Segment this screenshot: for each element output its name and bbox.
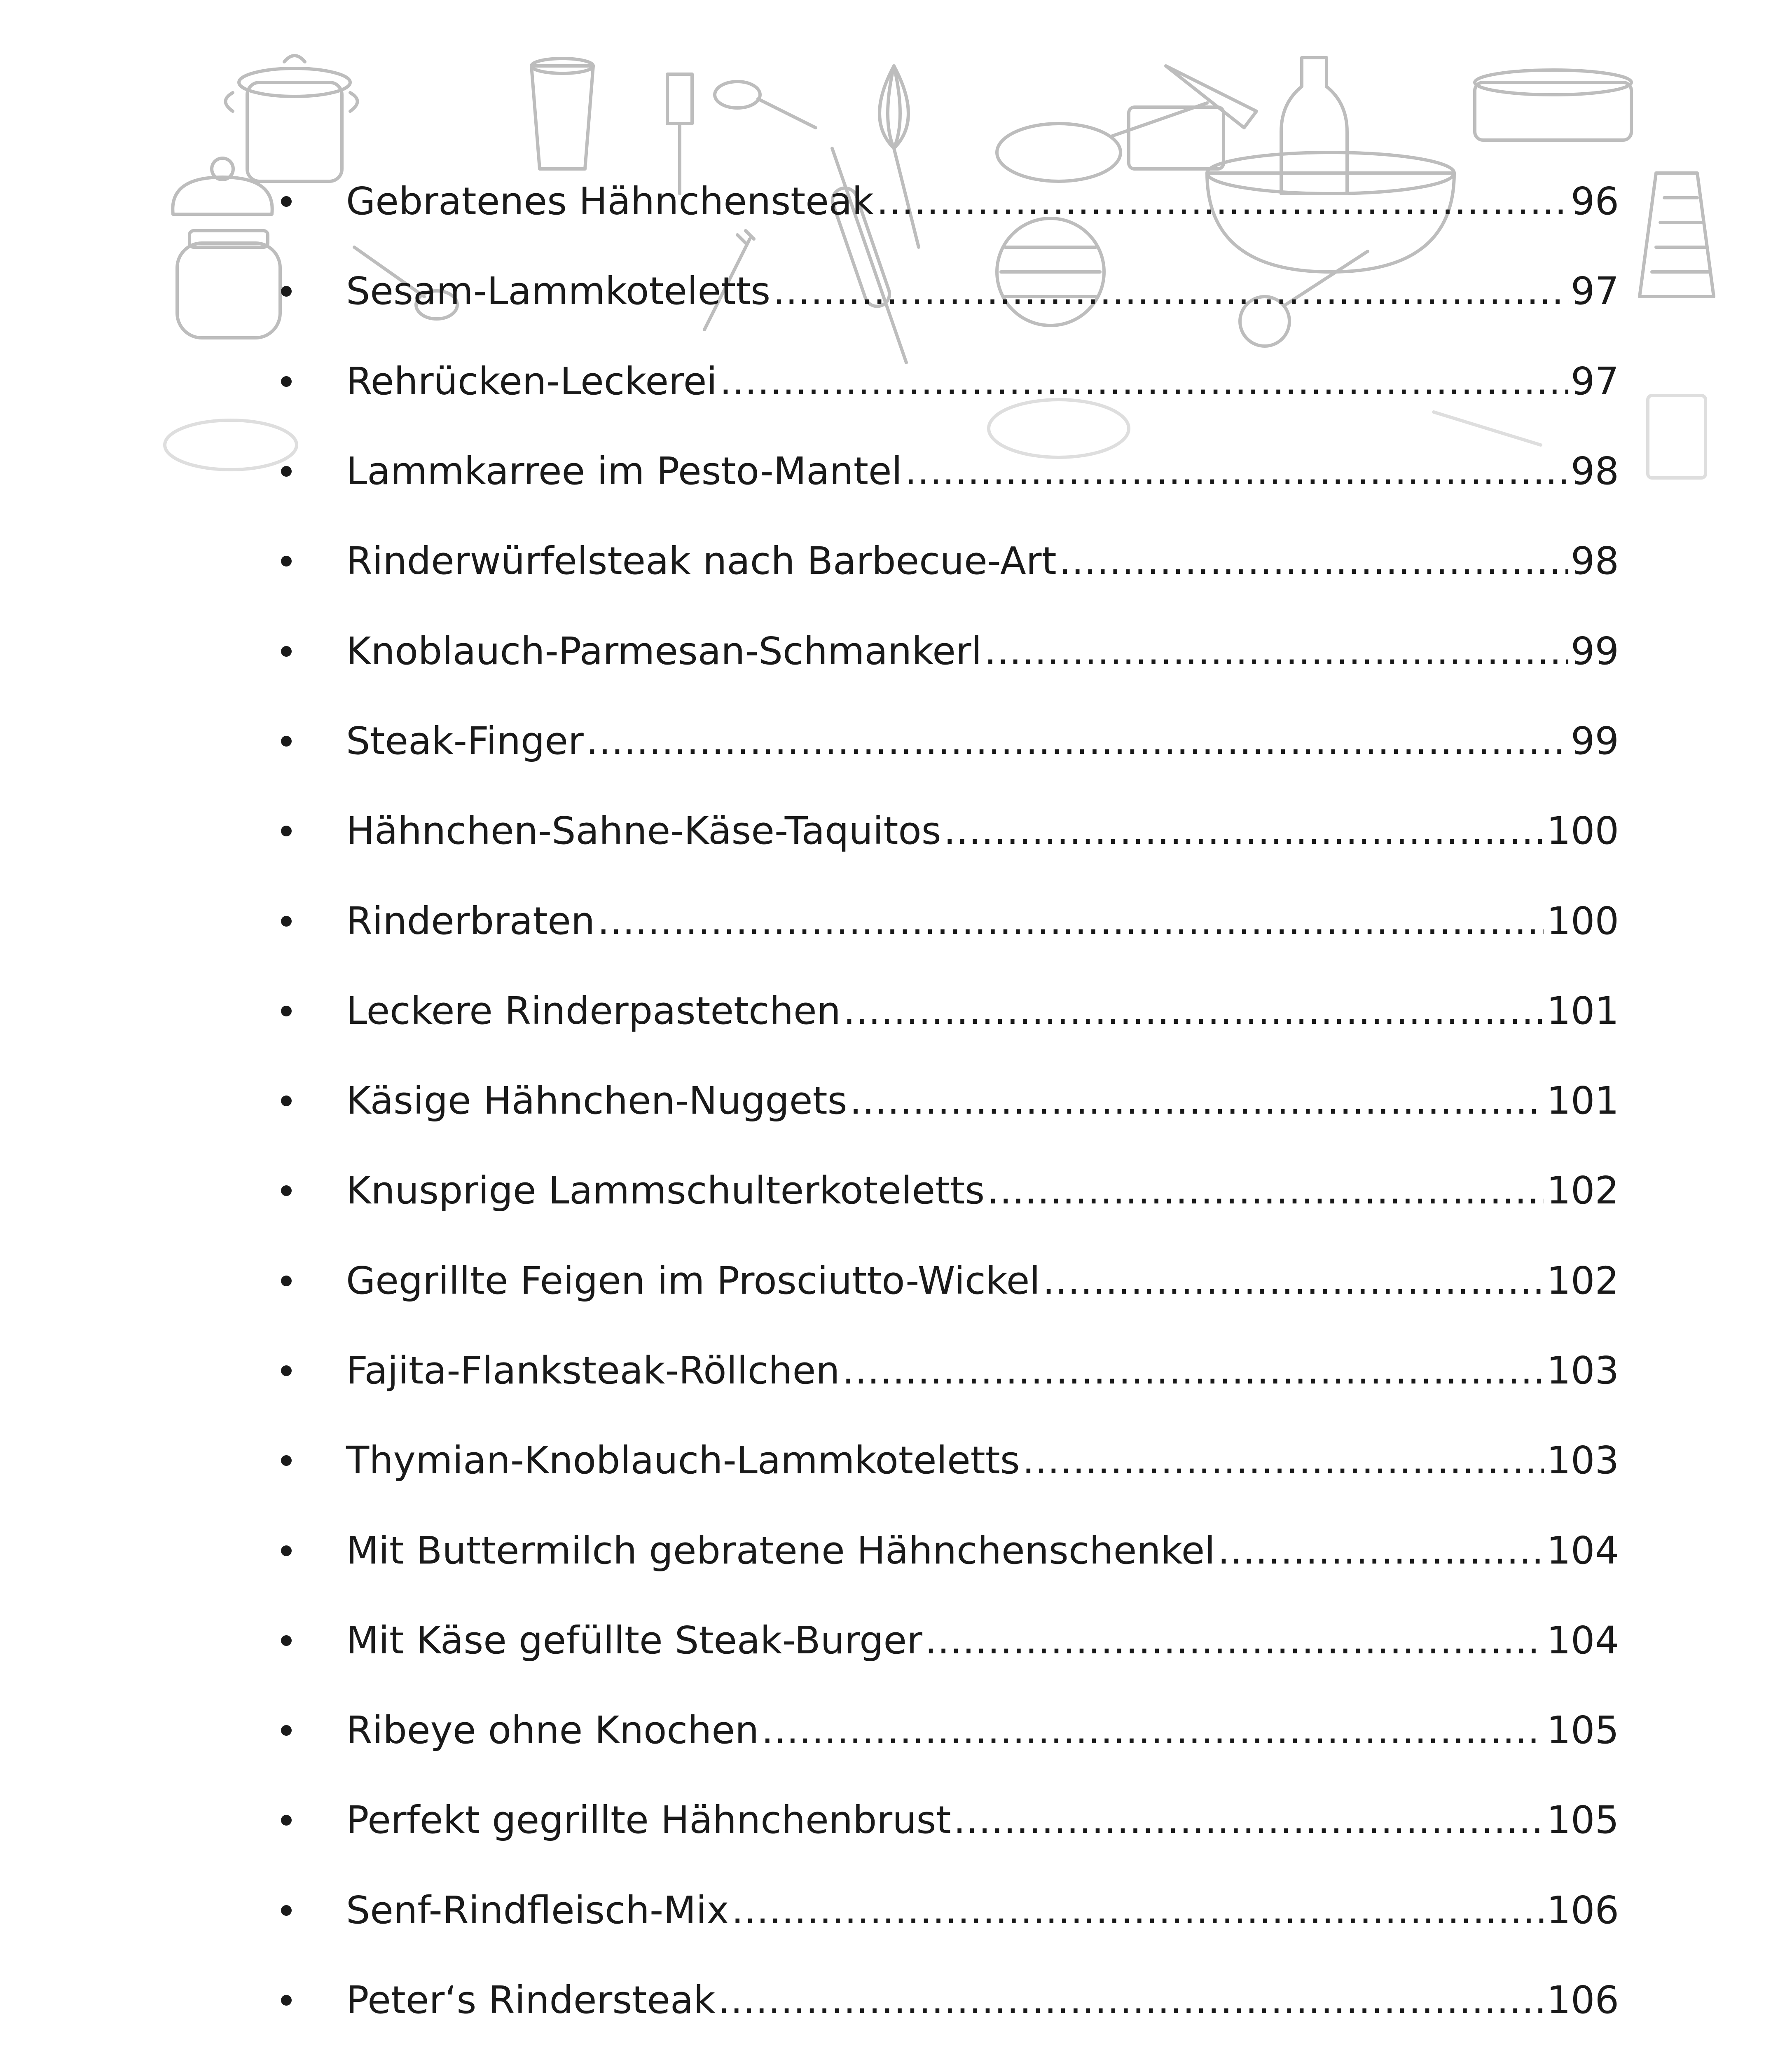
toc-entry-title: Senf-Rindfleisch-Mix <box>346 1888 729 1932</box>
dot-leader <box>987 1168 1544 1213</box>
dot-leader <box>586 719 1568 764</box>
bullet-icon <box>281 1725 292 1736</box>
toc-entry-page-number: 102 <box>1546 1258 1619 1303</box>
toc-entry[interactable] <box>272 1056 1619 1146</box>
toc-entry-page-number: 105 <box>1546 1708 1619 1752</box>
toc-entry-line <box>346 898 1619 943</box>
toc-entry-title: Peter‘s Rindersteak <box>346 1978 716 2022</box>
toc-entry-line <box>346 538 1619 584</box>
toc-entry[interactable] <box>272 2045 1619 2060</box>
toc-entry-line <box>346 1708 1619 1753</box>
knife-icon <box>1166 66 1256 128</box>
bullet-icon <box>281 826 292 836</box>
dot-leader <box>773 269 1568 314</box>
toc-entry-title: Leckere Rinderpastetchen <box>346 988 841 1033</box>
dot-leader <box>761 1708 1544 1753</box>
toc-entry-line <box>346 1978 1619 2023</box>
toc-entry[interactable] <box>272 1775 1619 1865</box>
toc-entry-title: Mit Buttermilch gebratene Hähnchenschenkel <box>346 1528 1215 1573</box>
toc-entry[interactable] <box>272 876 1619 966</box>
toc-entry[interactable] <box>272 1955 1619 2045</box>
dot-leader <box>1043 1258 1544 1304</box>
bullet-icon <box>281 1365 292 1376</box>
toc-entry[interactable] <box>272 1146 1619 1236</box>
toc-entry-title: Lammkarree im Pesto-Mantel <box>346 449 903 493</box>
toc-entry[interactable] <box>272 516 1619 606</box>
bullet-icon <box>281 1096 292 1106</box>
toc-entry-title: Steak-Finger <box>346 719 584 763</box>
toc-entry[interactable] <box>272 1866 1619 1955</box>
grater-icon <box>1640 173 1714 297</box>
toc-entry-title: Rinderwürfelsteak nach Barbecue-Art <box>346 539 1057 583</box>
bullet-icon <box>281 1635 292 1646</box>
dot-leader <box>905 449 1568 494</box>
toc-entry[interactable] <box>272 1685 1619 1775</box>
dot-leader <box>720 359 1568 404</box>
toc-entry-line <box>346 1168 1619 1213</box>
toc-entry-page-number: 97 <box>1570 359 1619 403</box>
sugar-bowl-icon <box>173 158 272 214</box>
toc-entry-line <box>346 1618 1619 1663</box>
toc-entry-title: Gebratenes Hähnchensteak <box>346 179 874 223</box>
bullet-icon <box>281 1185 292 1196</box>
toc-entry-title: Knoblauch-Parmesan-Schmankerl <box>346 629 982 673</box>
toc-entry-page-number: 100 <box>1546 899 1619 943</box>
dot-leader <box>944 808 1544 854</box>
toc-entry-page-number: 97 <box>1570 269 1619 314</box>
glass-icon <box>531 59 593 169</box>
toc-entry-page-number: 99 <box>1570 629 1619 673</box>
dot-leader <box>954 1798 1544 1843</box>
dot-leader <box>718 1978 1544 2023</box>
toc-entry-line <box>346 1258 1619 1304</box>
toc-entry[interactable] <box>272 337 1619 426</box>
toc-entry[interactable] <box>272 246 1619 336</box>
bullet-icon <box>281 1455 292 1466</box>
table-of-contents <box>272 157 1619 2060</box>
toc-entry-page-number: 104 <box>1546 1618 1619 1662</box>
bullet-icon <box>281 376 292 387</box>
dot-leader <box>1059 538 1568 584</box>
toc-entry-line <box>346 1528 1619 1573</box>
toc-entry-title: Knusprige Lammschulterkoteletts <box>346 1168 985 1213</box>
toc-entry-line <box>346 1078 1619 1124</box>
toc-entry-line <box>346 808 1619 854</box>
toc-entry-title: Fajita-Flanksteak-Röllchen <box>346 1348 840 1393</box>
dot-leader <box>842 1348 1544 1393</box>
toc-entry-line <box>346 269 1619 314</box>
spoon-icon <box>715 82 816 128</box>
bullet-icon <box>281 1006 292 1016</box>
bullet-icon <box>281 196 292 207</box>
toc-entry-line <box>346 988 1619 1034</box>
toc-entry-page-number: 102 <box>1546 1168 1619 1213</box>
toc-entry-line <box>346 1348 1619 1393</box>
toc-entry-page-number: 103 <box>1546 1348 1619 1393</box>
toc-entry-line <box>346 1888 1619 1933</box>
toc-entry[interactable] <box>272 157 1619 246</box>
toc-entry[interactable] <box>272 1505 1619 1595</box>
toc-entry-title: Ribeye ohne Knochen <box>346 1708 759 1752</box>
toc-entry[interactable] <box>272 1326 1619 1416</box>
bullet-icon <box>281 916 292 927</box>
toc-entry[interactable] <box>272 786 1619 876</box>
toc-entry[interactable] <box>272 696 1619 786</box>
toc-entry-page-number: 103 <box>1546 1438 1619 1483</box>
dot-leader <box>843 988 1544 1034</box>
toc-entry-title: Thymian-Knoblauch-Lammkoteletts <box>346 1438 1020 1483</box>
toc-entry-line <box>346 719 1619 764</box>
dot-leader <box>984 628 1568 674</box>
toc-entry-line <box>346 1438 1619 1483</box>
cake-tin-icon <box>1475 70 1631 140</box>
toc-entry-title: Rinderbraten <box>346 899 595 943</box>
toc-entry-page-number: 96 <box>1570 179 1619 223</box>
toc-entry-page-number: 99 <box>1570 719 1619 763</box>
bullet-icon <box>281 466 292 477</box>
toc-entry-title: Mit Käse gefüllte Steak-Burger <box>346 1618 922 1662</box>
bullet-icon <box>281 1276 292 1286</box>
bullet-icon <box>281 1545 292 1556</box>
toc-entry-line <box>346 628 1619 674</box>
toc-entry-page-number: 106 <box>1546 1888 1619 1932</box>
toc-entry-title: Käsige Hähnchen-Nuggets <box>346 1078 847 1123</box>
toc-entry-title: Rehrücken-Leckerei <box>346 359 717 403</box>
bullet-icon <box>281 286 292 297</box>
toc-entry[interactable] <box>272 1596 1619 1685</box>
bullet-icon <box>281 556 292 566</box>
bullet-icon <box>281 646 292 657</box>
bullet-icon <box>281 1815 292 1826</box>
toc-entry[interactable] <box>272 606 1619 696</box>
toc-entry-line <box>346 1798 1619 1843</box>
bullet-icon <box>281 1995 292 2006</box>
toc-entry[interactable] <box>272 426 1619 516</box>
bullet-icon <box>281 1905 292 1916</box>
dot-leader <box>1218 1528 1544 1573</box>
toc-entry[interactable] <box>272 966 1619 1056</box>
toc-entry-page-number: 101 <box>1546 988 1619 1033</box>
toc-entry-title: Sesam-Lammkoteletts <box>346 269 771 314</box>
toc-entry-page-number: 106 <box>1546 1978 1619 2022</box>
toc-entry-line <box>346 449 1619 494</box>
toc-entry-line <box>346 179 1619 224</box>
toc-entry-line <box>346 359 1619 404</box>
toc-entry[interactable] <box>272 1236 1619 1326</box>
toc-entry-page-number: 98 <box>1570 539 1619 583</box>
toc-entry-page-number: 98 <box>1570 449 1619 493</box>
dot-leader <box>597 898 1544 943</box>
toc-entry[interactable] <box>272 1416 1619 1505</box>
dot-leader <box>732 1888 1544 1933</box>
toc-entry-title: Perfekt gegrillte Hähnchenbrust <box>346 1798 951 1842</box>
toc-entry-title: Hähnchen-Sahne-Käse-Taquitos <box>346 809 941 853</box>
dot-leader <box>925 1618 1544 1663</box>
jar-icon <box>177 231 280 338</box>
dot-leader <box>1022 1438 1544 1483</box>
toc-entry-page-number: 100 <box>1546 809 1619 853</box>
toc-entry-page-number: 105 <box>1546 1798 1619 1842</box>
toc-entry-page-number: 104 <box>1546 1528 1619 1573</box>
dot-leader <box>877 179 1568 224</box>
dot-leader <box>850 1078 1544 1124</box>
toc-entry-page-number: 101 <box>1546 1078 1619 1123</box>
toc-entry-title: Gegrillte Feigen im Prosciutto-Wickel <box>346 1258 1040 1303</box>
bullet-icon <box>281 736 292 747</box>
